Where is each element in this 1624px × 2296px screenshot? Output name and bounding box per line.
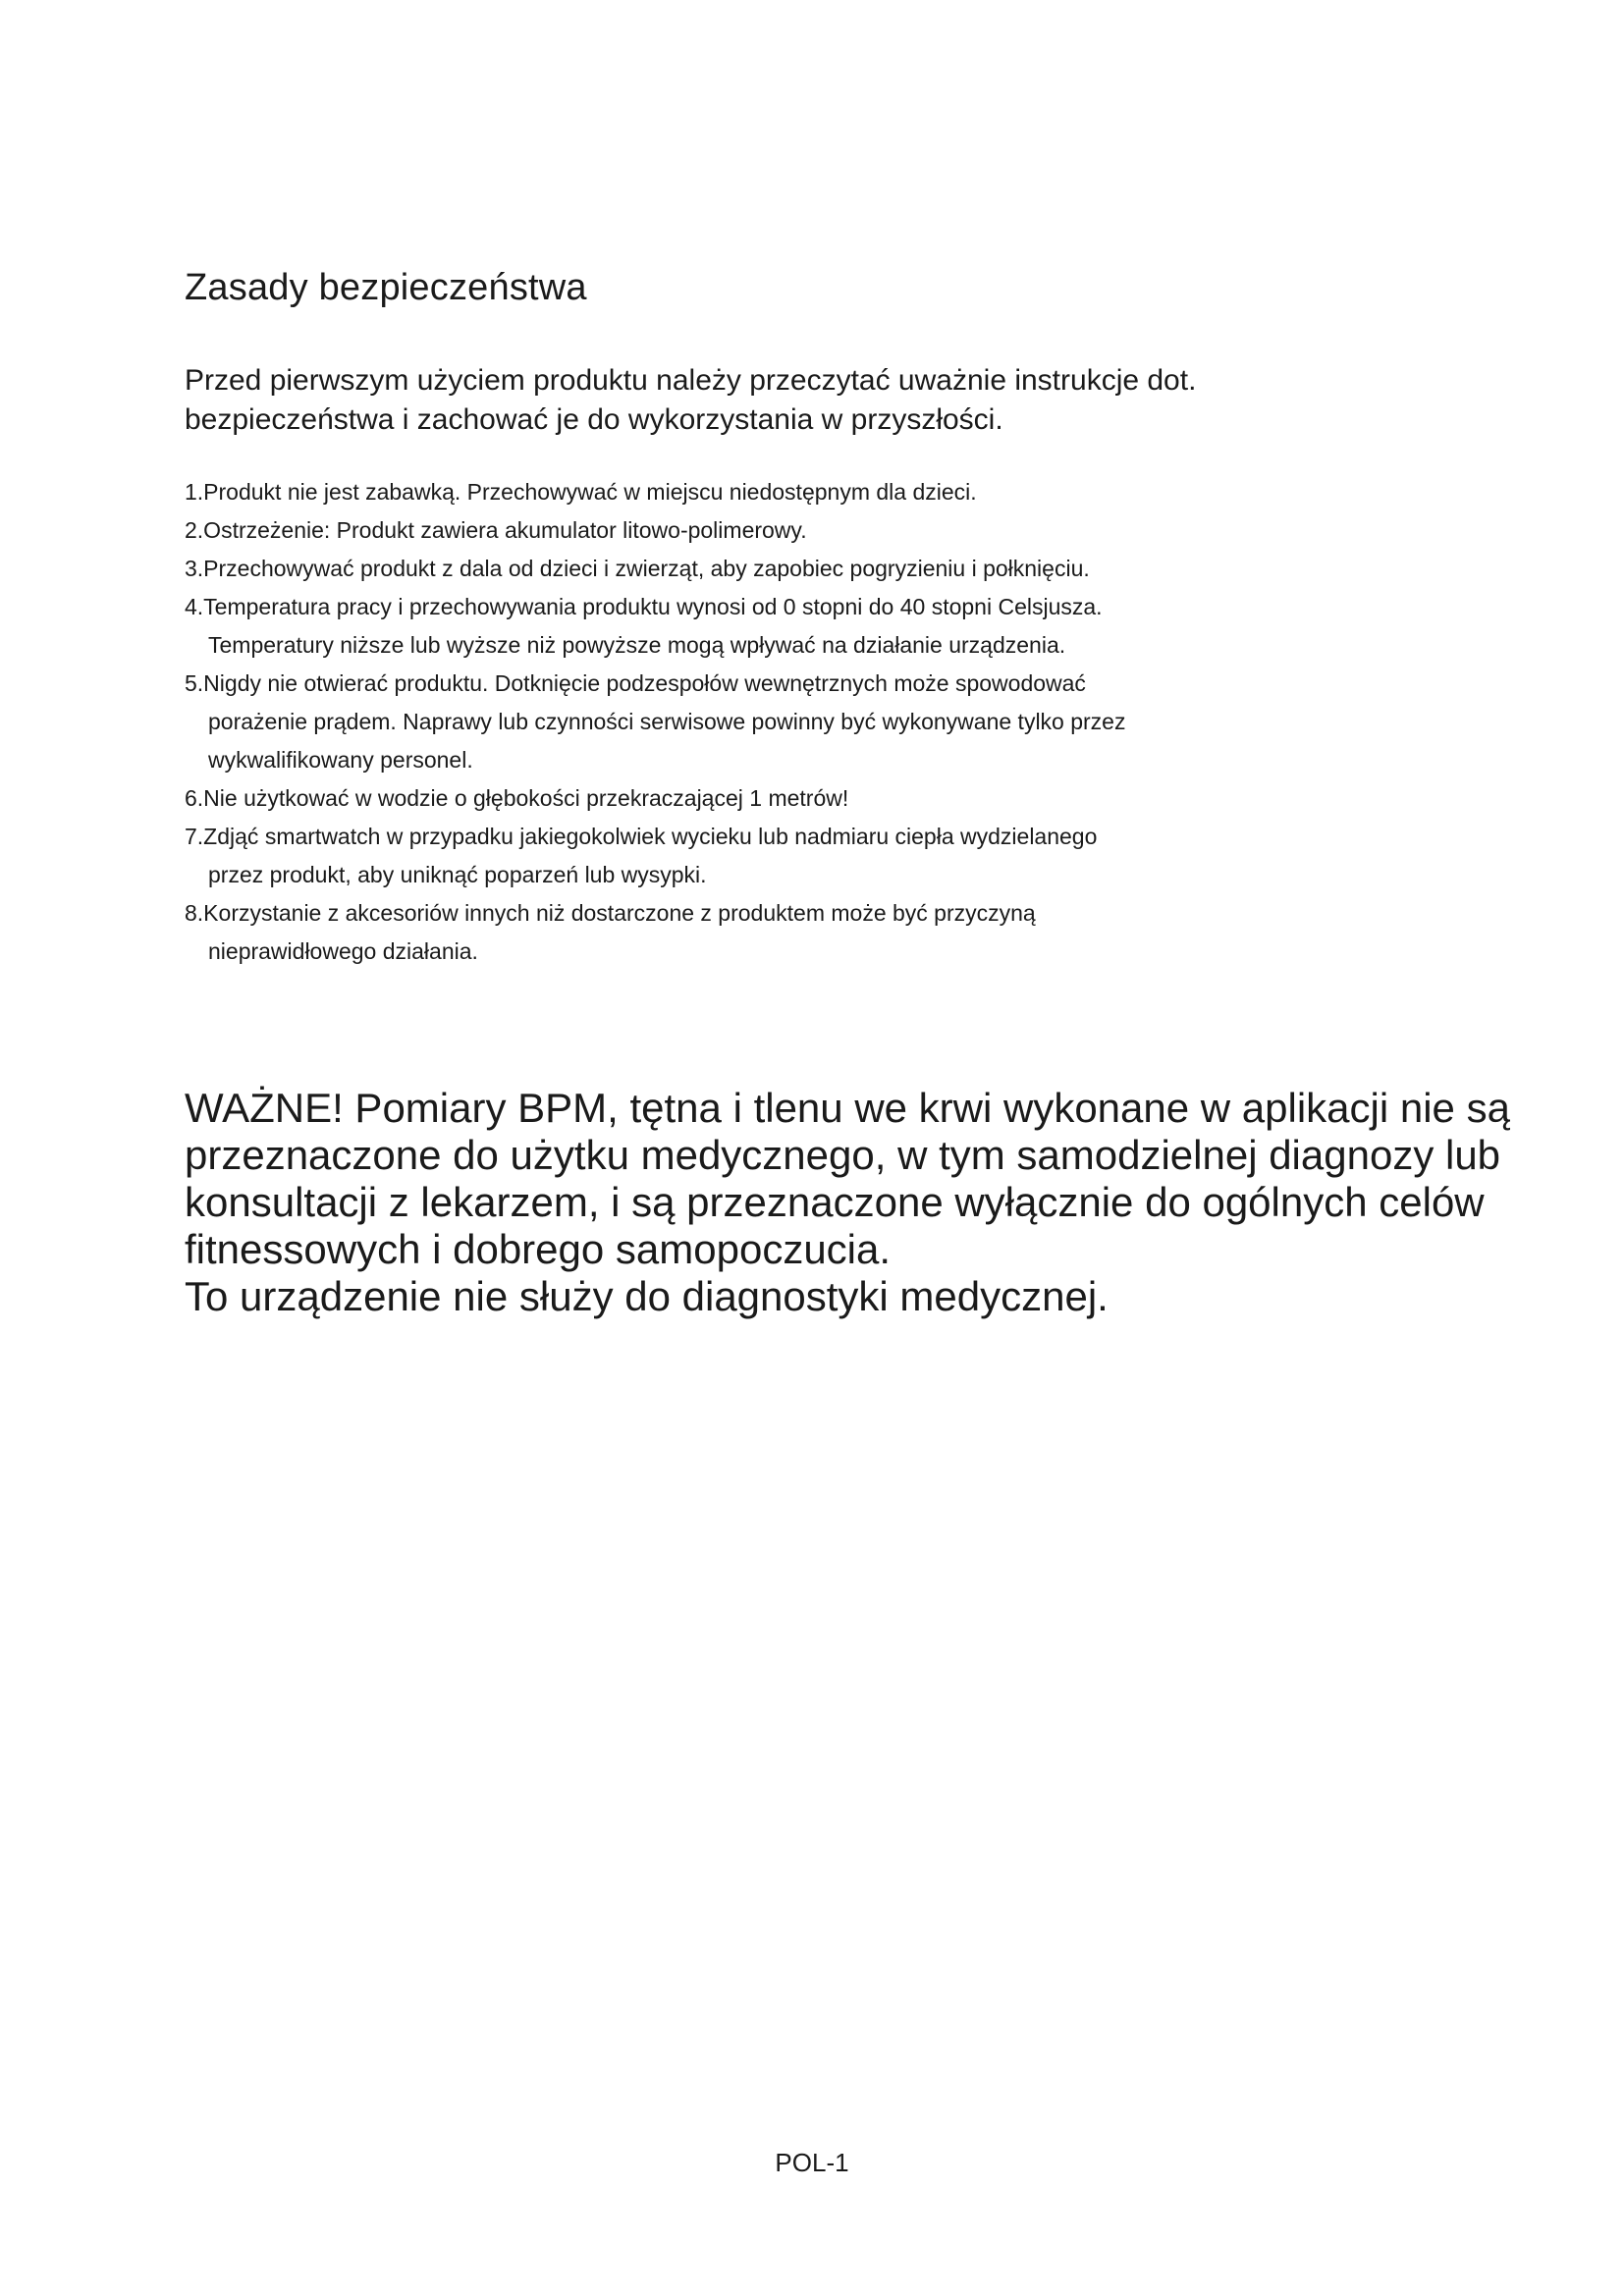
rule-text-continuation: porażenie prądem. Naprawy lub czynności serwisowe powinny być wykonywane tylko przez	[208, 709, 1126, 734]
list-item	[185, 894, 1461, 971]
notice-line: To urządzenie nie służy do diagnostyki medycznej.	[185, 1273, 1109, 1319]
rule-text: 3.Przechowywać produkt z dala od dzieci i zwierząt, aby zapobiec pogryzieniu i połknięciu.	[185, 556, 1090, 581]
rule-text-continuation: wykwalifikowany personel.	[208, 747, 473, 773]
page-title: Zasady bezpieczeństwa	[185, 267, 587, 308]
page-number: POL-1	[775, 2148, 849, 2177]
notice-line: WAŻNE! Pomiary BPM, tętna i tlenu we krwi wykonane w aplikacji nie są	[185, 1085, 1510, 1131]
rule-text-continuation: Temperatury niższe lub wyższe niż powyższe mogą wpływać na działanie urządzenia.	[208, 632, 1066, 658]
list-item	[185, 550, 1461, 588]
rule-text: 2.Ostrzeżenie: Produkt zawiera akumulator litowo-polimerowy.	[185, 517, 807, 543]
intro-line: Przed pierwszym użyciem produktu należy przeczytać uważnie instrukcje dot.	[185, 364, 1197, 397]
important-notice	[185, 1085, 1510, 1320]
list-item	[185, 818, 1461, 894]
list-item	[185, 665, 1461, 779]
rule-text-continuation: przez produkt, aby uniknąć poparzeń lub wysypki.	[208, 862, 707, 887]
list-item	[185, 779, 1461, 818]
rule-text: 7.Zdjąć smartwatch w przypadku jakiegokolwiek wycieku lub nadmiaru ciepła wydzielanego	[185, 824, 1098, 849]
safety-rules-list	[185, 473, 1461, 971]
rule-text: 4.Temperatura pracy i przechowywania produktu wynosi od 0 stopni do 40 stopni Celsjusza.	[185, 594, 1103, 619]
list-item	[185, 588, 1461, 665]
list-item	[185, 511, 1461, 550]
notice-line: przeznaczone do użytku medycznego, w tym samodzielnej diagnozy lub	[185, 1132, 1501, 1178]
rule-text: 8.Korzystanie z akcesoriów innych niż dostarczone z produktem może być przyczyną	[185, 900, 1036, 926]
notice-line: konsultacji z lekarzem, i są przeznaczone wyłącznie do ogólnych celów	[185, 1179, 1485, 1225]
rule-text-continuation: nieprawidłowego działania.	[208, 938, 478, 964]
intro-paragraph	[185, 361, 1461, 440]
list-item	[185, 473, 1461, 511]
rule-text: 1.Produkt nie jest zabawką. Przechowywać w miejscu niedostępnym dla dzieci.	[185, 479, 977, 505]
rule-text: 6.Nie użytkować w wodzie o głębokości przekraczającej 1 metrów!	[185, 785, 849, 811]
notice-line: fitnessowych i dobrego samopoczucia.	[185, 1226, 892, 1272]
rule-text: 5.Nigdy nie otwierać produktu. Dotknięcie podzespołów wewnętrznych może spowodować	[185, 670, 1086, 696]
intro-line: bezpieczeństwa i zachować je do wykorzystania w przyszłości.	[185, 403, 1003, 436]
